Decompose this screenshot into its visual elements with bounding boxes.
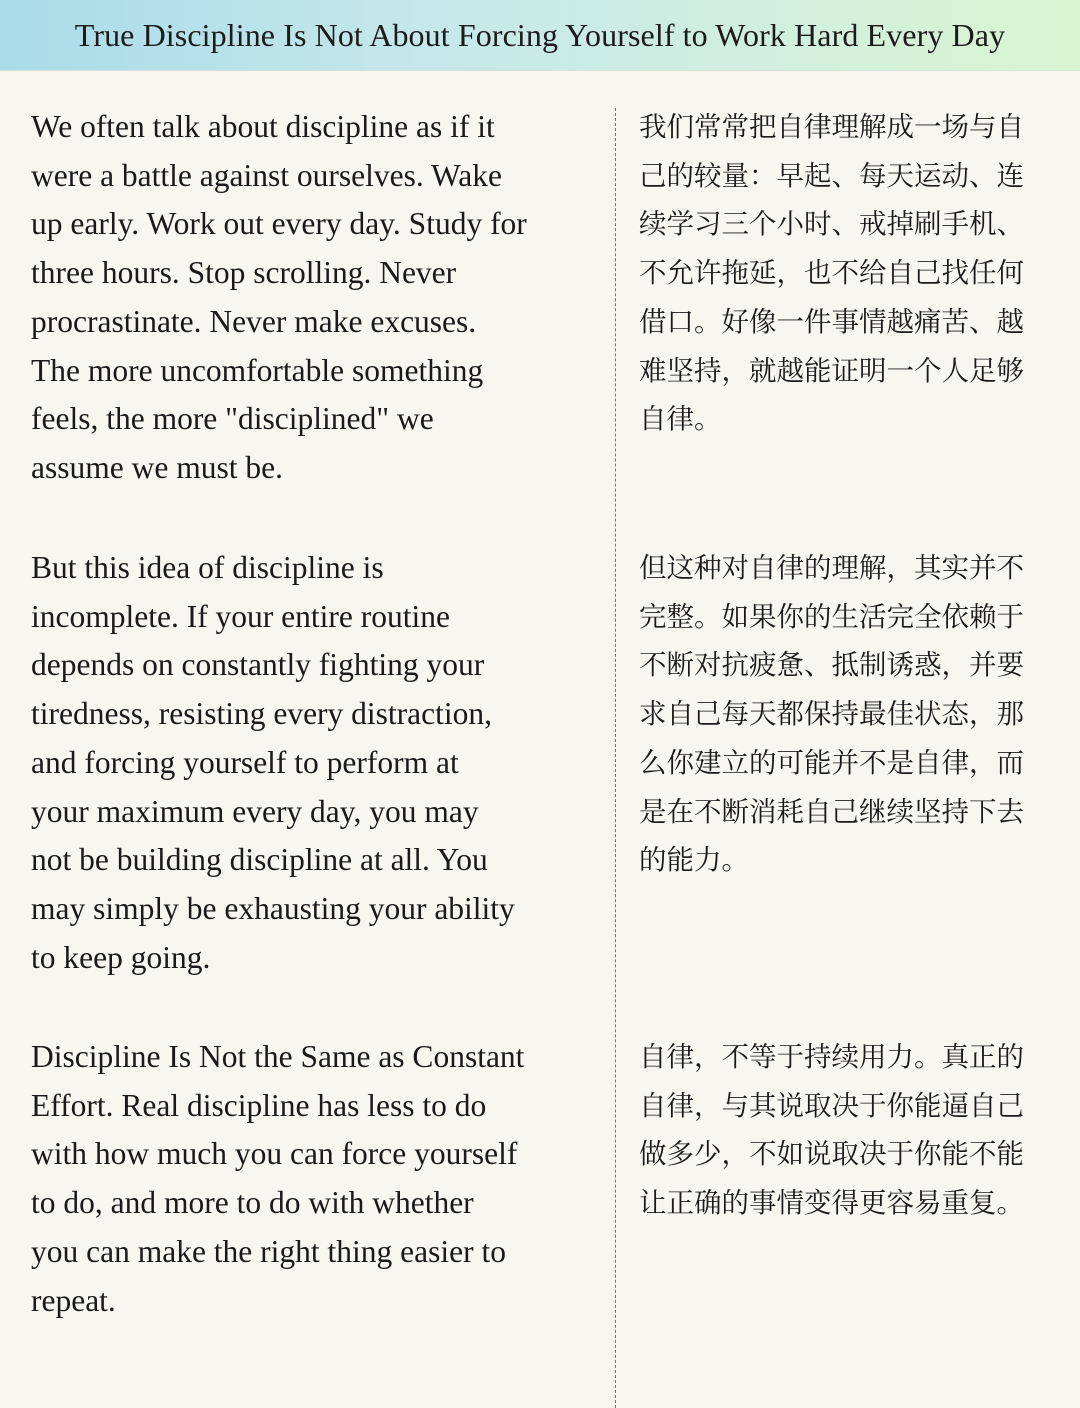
english-line: feels, the more "disciplined" we [31, 401, 434, 437]
english-line: up early. Work out every day. Study for [31, 206, 527, 242]
chinese-line: 完整。如果你的生活完全依赖于 [639, 600, 1024, 633]
chinese-line: 的能力。 [639, 844, 749, 877]
english-line: may simply be exhausting your ability [31, 890, 515, 926]
chinese-line: 不断对抗疲惫、抵制诱惑，并要 [639, 649, 1024, 682]
chinese-line: 续学习三个小时、戒掉刷手机、 [639, 208, 1024, 241]
english-line: tiredness, resisting every distraction, [31, 696, 493, 732]
chinese-line: 借口。好像一件事情越痛苦、越 [639, 305, 1024, 338]
chinese-line: 己的较量：早起、每天运动、连 [639, 159, 1024, 192]
chinese-line: 自律，不等于持续用力。真正的 [639, 1041, 1024, 1073]
chinese-line: 么你建立的可能并不是自律，而 [639, 746, 1024, 779]
title-bar [0, 0, 1080, 71]
chinese-paragraph-1 [639, 103, 1053, 444]
english-line: assume we must be. [31, 449, 283, 485]
english-line: to do, and more to do with whether [31, 1185, 474, 1221]
page-title: True Discipline Is Not About Forcing Yourself to Work Hard Every Day [74, 16, 1006, 53]
english-line: and forcing yourself to perform at [31, 744, 459, 780]
chinese-line: 做多少，不如说取决于你能不能 [639, 1138, 1024, 1171]
english-line: you can make the right thing easier to [31, 1233, 506, 1269]
english-line: three hours. Stop scrolling. Never [31, 255, 457, 291]
english-paragraph-1 [31, 103, 596, 493]
english-line: incomplete. If your entire routine [31, 598, 450, 634]
chinese-line: 难坚持，就越能证明一个人足够 [639, 354, 1024, 387]
english-line: The more uncomfortable something [31, 352, 484, 388]
chinese-line: 自律，与其说取决于你能逼自己 [639, 1089, 1024, 1122]
english-line: Effort. Real discipline has less to do [31, 1087, 487, 1123]
english-paragraph-2 [31, 544, 596, 982]
english-line: procrastinate. Never make excuses. [31, 303, 477, 339]
english-line: your maximum every day, you may [31, 793, 479, 829]
english-paragraph-3 [31, 1033, 596, 1325]
chinese-line: 求自己每天都保持最佳状态，那 [639, 698, 1024, 731]
chinese-line: 是在不断消耗自己继续坚持下去 [639, 795, 1024, 828]
chinese-line: 不允许拖延，也不给自己找任何 [639, 257, 1024, 290]
english-line: We often talk about discipline as if it [31, 109, 495, 144]
english-line: not be building discipline at all. You [31, 842, 488, 878]
column-divider [615, 108, 616, 1408]
chinese-paragraph-2 [639, 544, 1053, 885]
english-line: to keep going. [31, 939, 211, 975]
chinese-line: 让正确的事情变得更容易重复。 [639, 1187, 1024, 1220]
english-line: repeat. [31, 1282, 116, 1318]
english-line: depends on constantly fighting your [31, 647, 485, 683]
chinese-line: 自律。 [639, 403, 722, 436]
english-line: Discipline Is Not the Same as Constant [31, 1039, 525, 1074]
english-line: with how much you can force yourself [31, 1136, 518, 1172]
english-line: were a battle against ourselves. Wake [31, 157, 502, 193]
chinese-paragraph-3 [639, 1033, 1053, 1228]
chinese-line: 我们常常把自律理解成一场与自 [639, 111, 1024, 143]
chinese-line: 但这种对自律的理解，其实并不 [639, 552, 1024, 584]
english-line: But this idea of discipline is [31, 550, 384, 585]
